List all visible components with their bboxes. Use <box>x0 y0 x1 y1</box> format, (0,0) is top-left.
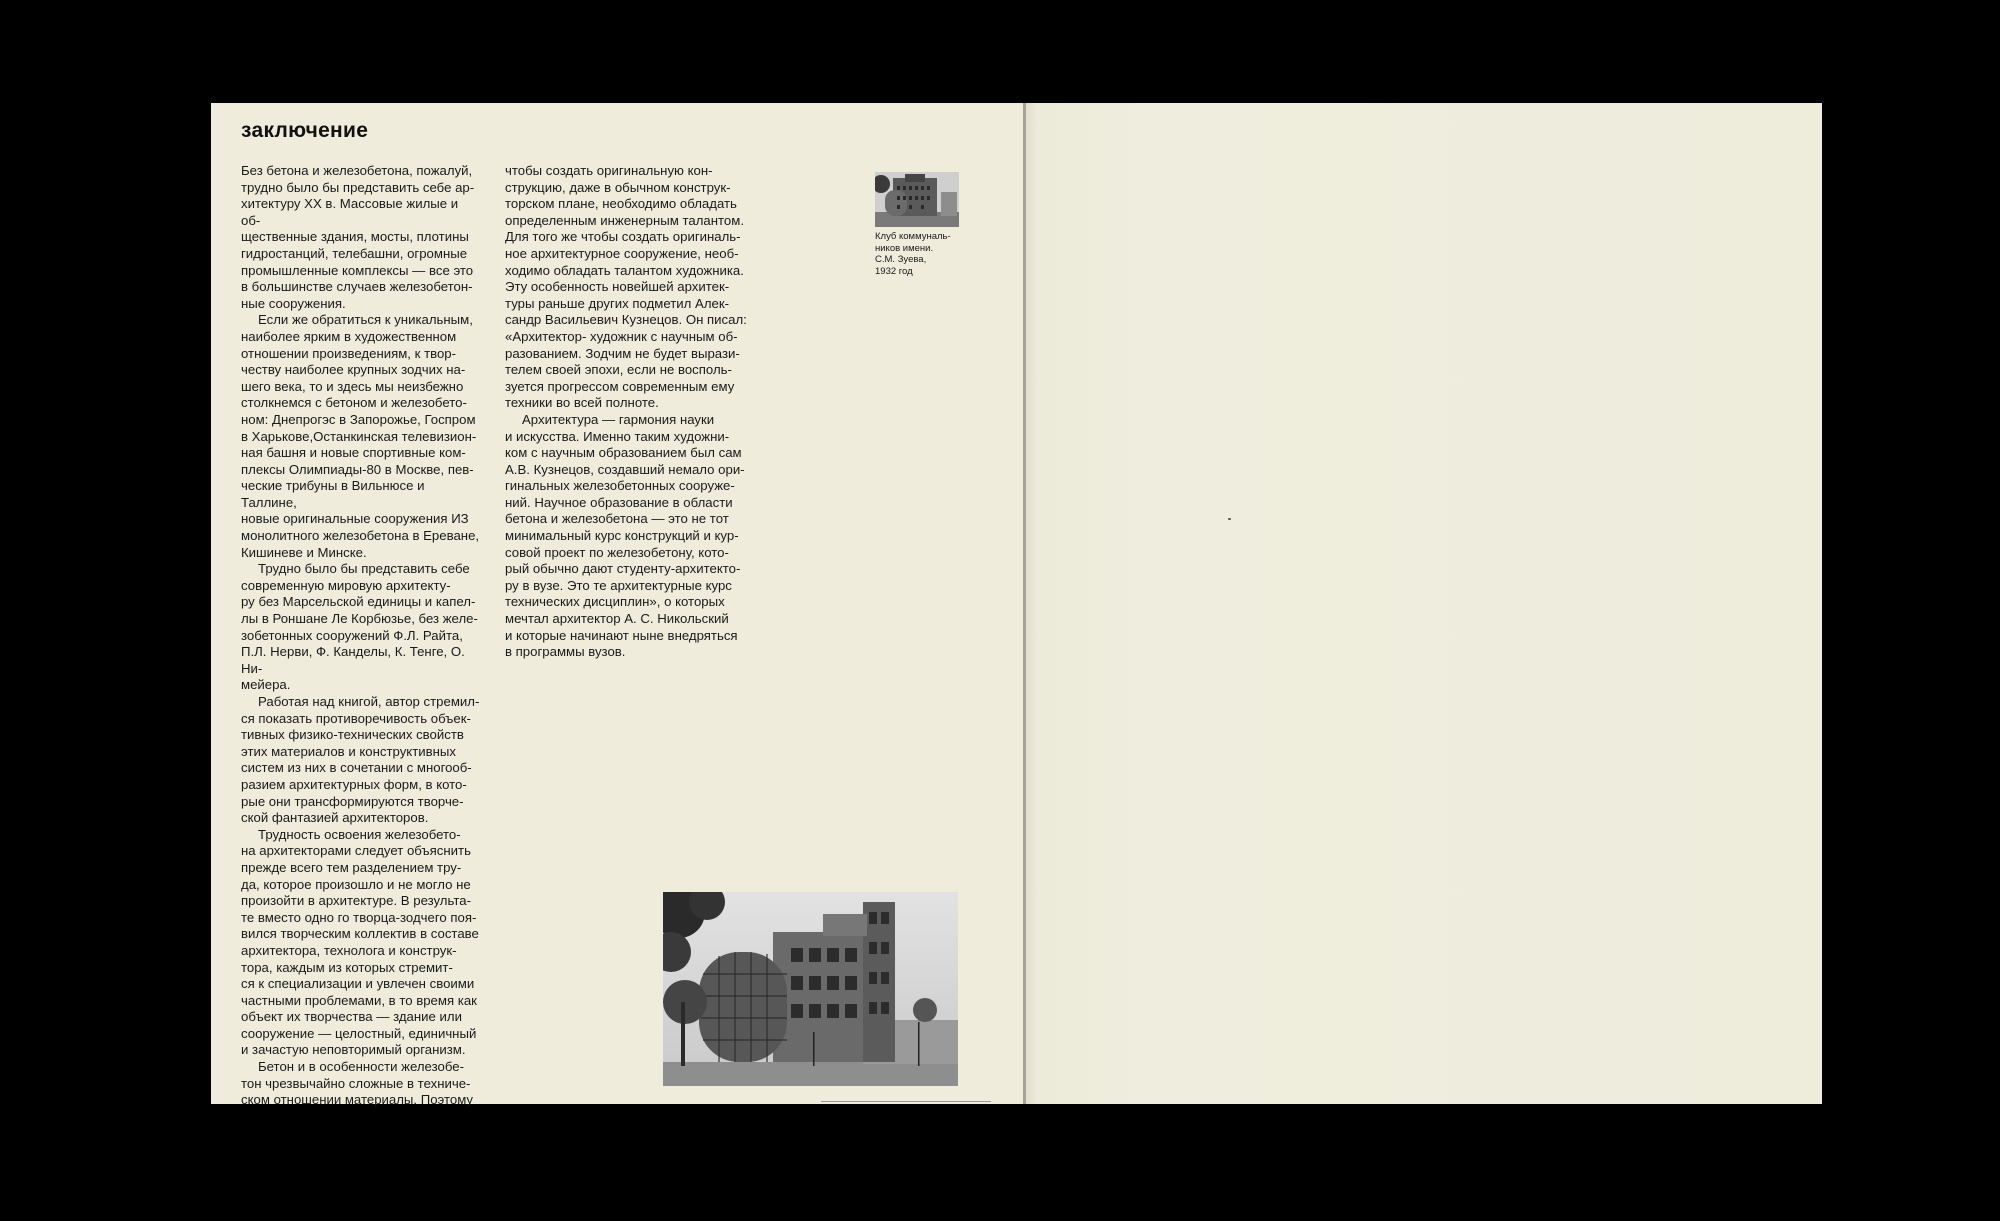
text-column-1 <box>241 163 481 1109</box>
paragraph: Трудно было бы представить себе современную мировую архитекту- ру без Марсельской единицы и капел- лы в Роншане Ле Корбюзье, без желе- зобетонных сооружений Ф.Л. Райта, П.Л. Нерви, Ф. Канделы, К. Тенге, О. Ни- мейера. <box>241 561 478 693</box>
book-gutter <box>1023 103 1026 1104</box>
paragraph: Архитектура — гармония науки и искусства. Именно таким художни- ком с научным образованием был сам А.В. Кузнецов, создавший немало ори- гинальных железобетонных сооруже- ний. Научное образование в области бетона и железобетона — это не тот минимальный курс конструкций и кур- совой проект по железобетону, кото- рый обычно дают студенту-архитекто- ру в вузе. Это те архитектурные курс технических дисциплин», о которых мечтал архитектор А. С. Никольский и которые начинают ныне внедряться в программы вузов. <box>505 411 745 660</box>
paragraph: чтобы создать оригинальную кон- струкцию, даже в обычном конструк- торском плане, необходимо обладать определенным инженерным талантом. Для того же чтобы создать оригиналь- ное архитектурное сооружение, необ- ходимо обладать талантом художника. Эту особенность новейшей архитек- туры раньше других подметил Алек- сандр Васильевич Кузнецов. Он писал: «Архитектор- художник с научным об- разованием. Зодчим не будет вырази- телем своей эпохи, если не восполь- зуется прогрессом современным ему техники во всей полноте. <box>505 163 747 411</box>
right-page <box>1026 103 1822 1104</box>
left-page <box>211 103 1026 1108</box>
page-bottom-rule <box>821 1101 991 1102</box>
building-photo <box>663 892 958 1086</box>
paragraph: Если же обратиться к уникальным, наиболее ярким в художественном отношении произведениям, к твор- честву наиболее крупных зодчих на- шего века, то и здесь мы неизбежно столкнемся с бетоном и железобето- ном: Днепрогэс в Запорожье, Госпром в Харькове,Останкинская телевизион- ная башня и новые спортивные ком- плексы Олимпиады-80 в Москве, пев- ческие трибуны в Вильнюсе и Таллине, новые оригинальные сооружения ИЗ монолитного железобетона в Ереване, Кишиневе и Минске. <box>241 312 480 560</box>
building-thumbnail-photo <box>875 172 959 227</box>
page-title: заключение <box>241 119 369 142</box>
paper-speck <box>1228 518 1231 520</box>
paragraph: Трудность освоения железобето- на архитекторами следует объяснить прежде всего тем разделением тру- да, которое произошло и не могло не произойти в архитектуре. В результа- те вместо одно го творца-зодчего поя- вился творческим коллектив в составе архитектора, технолога и конструк- тора, каждым из которых стремит- ся к специализации и увлечен своими частными проблемами, в то время как объект их творчества — здание или сооружение — целостный, единичный и зачастую неповторимый организм. <box>241 826 479 1058</box>
paragraph: Бетон и в особенности железобе- тон чрезвычайно сложные в техниче- ском отношении материалы. Поэтому <box>241 1059 474 1108</box>
paragraph: Без бетона и железобетона, пожалуй, трудно было бы представить себе ар- хитектуру XX в. Массовые жилые и об- щественные здания, мосты, плотины гидростанций, телебашни, огромные промышленные комплексы — все это в большинстве случаев железобетон- ные сооружения. <box>241 163 475 311</box>
figure-caption: Клуб коммуналь- ников имени. С.М. Зуева, 1932 год <box>875 231 951 277</box>
text-column-2 <box>505 163 757 661</box>
paragraph: Работая над книгой, автор стремил- ся показать противоречивость объек- тивных физико-технических свойств этих материалов и конструктивных систем из них в сочетании с многооб- разием архитектурных форм, в кото- рые они трансформируются творче- ской фантазией архитекторов. <box>241 694 480 826</box>
book-spread <box>211 103 1822 1108</box>
